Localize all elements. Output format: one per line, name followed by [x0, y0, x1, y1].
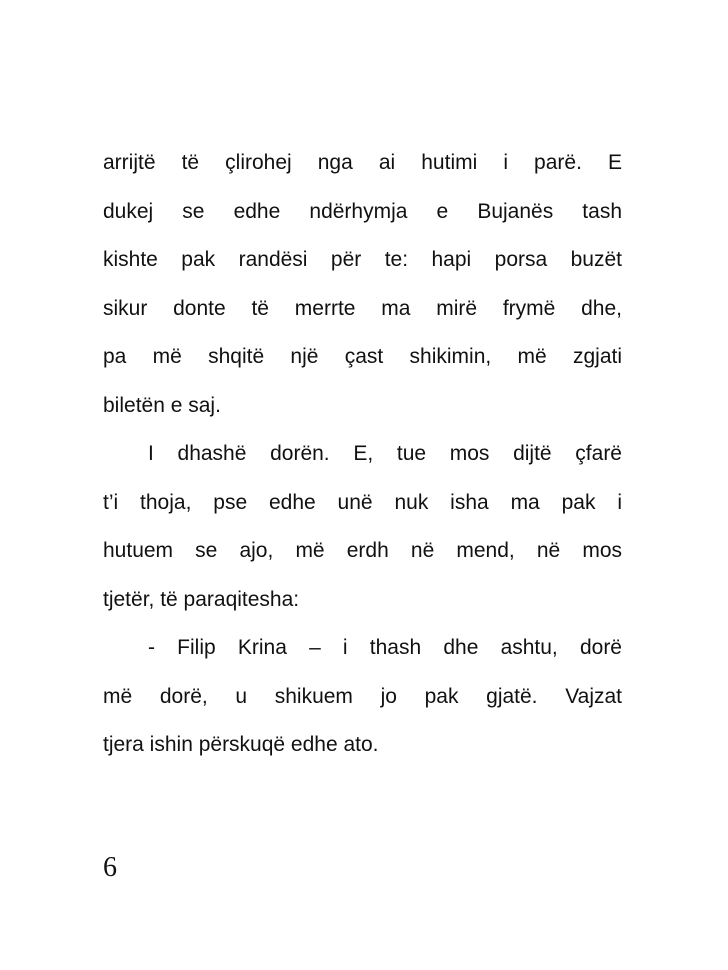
- text-line: më dorë, u shikuem jo pak gjatë. Vajzat: [103, 684, 622, 708]
- text-line: t’i thoja, pse edhe unë nuk isha ma pak i: [103, 490, 622, 514]
- text-line: hutuem se ajo, më erdh në mend, në mos: [103, 539, 622, 562]
- text-line: pa më shqitë një çast shikimin, më zgjati: [103, 345, 622, 368]
- text-line: dukej se edhe ndërhymja e Bujanës tash: [103, 199, 622, 223]
- text-line: biletën e saj.: [103, 393, 221, 417]
- text-line: tjera ishin përskuqë edhe ato.: [103, 733, 379, 756]
- page-number: 6: [103, 852, 117, 883]
- text-line: tjetër, të paraqitesha:: [103, 587, 300, 611]
- text-line: - Filip Krina – i thash dhe ashtu, dorë: [148, 636, 622, 659]
- body-text: [103, 139, 622, 770]
- text-line: arrijtë të çlirohej nga ai hutimi i parë. E: [103, 151, 622, 174]
- text-line: sikur donte të merrte ma mirë frymë dhe,: [103, 296, 622, 320]
- text-line: I dhashë dorën. E, tue mos dijtë çfarë: [148, 442, 622, 465]
- text-line: kishte pak randësi për te: hapi porsa buzët: [103, 248, 622, 271]
